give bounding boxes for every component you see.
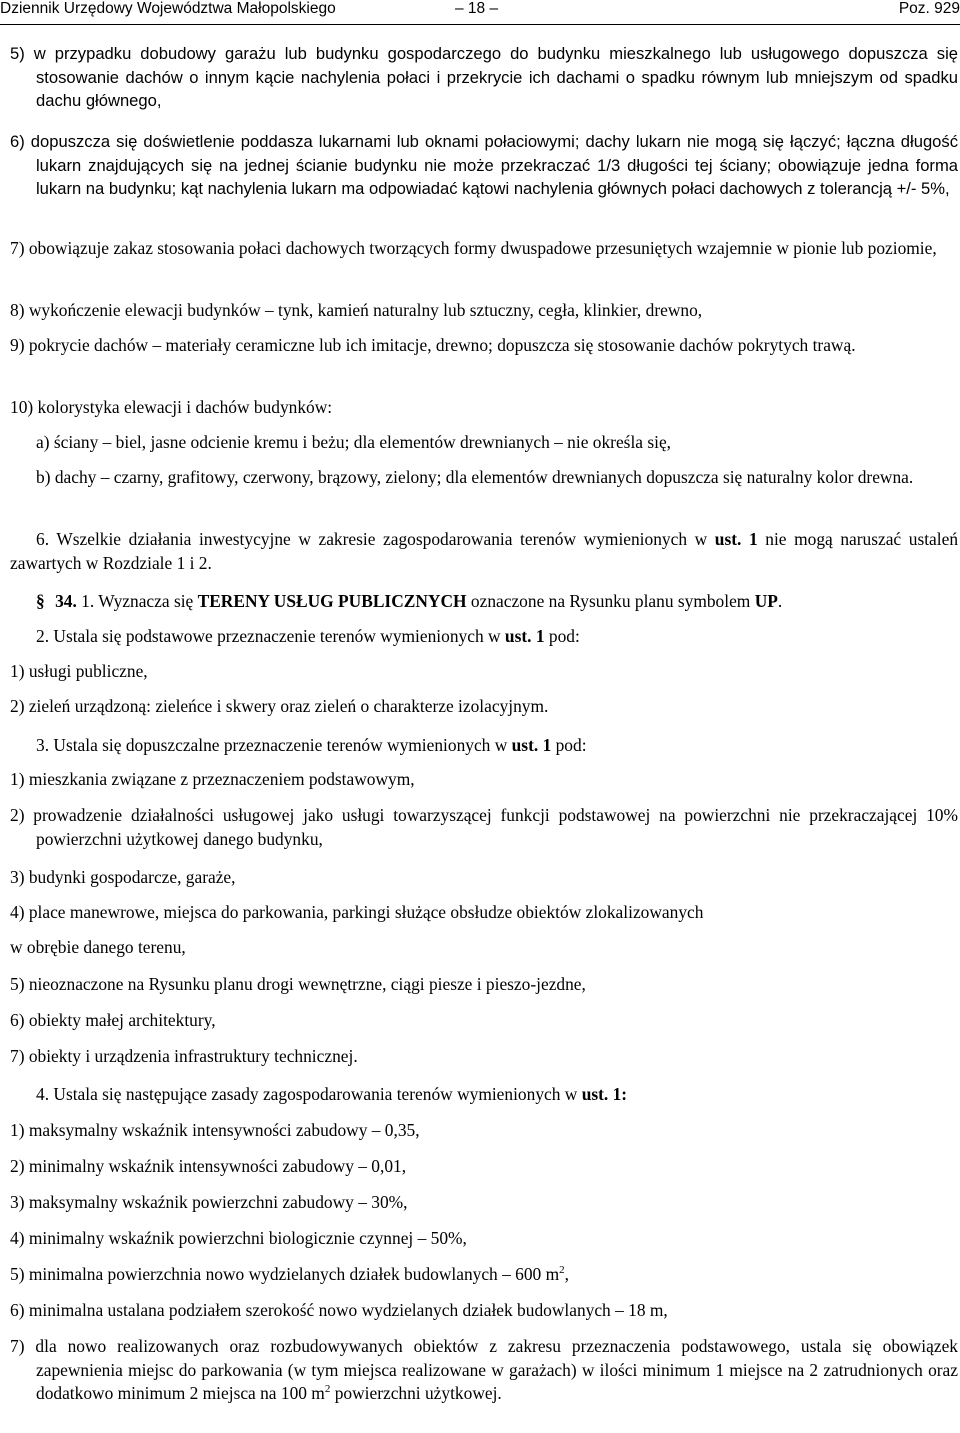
item-10-b: b) dachy – czarny, grafitowy, czerwony, brązowy, zielony; dla elementów drewnianych dopuszcza się naturalny kolor drewna. [36,467,914,487]
section-4-item-7-end: powierzchni użytkowej. [330,1383,502,1403]
section-4-item-1: 1) maksymalny wskaźnik intensywności zabudowy – 0,35, [10,1120,420,1140]
section-3-item-4: 4) place manewrowe, miejsca do parkowania, parkingi służące obsłudze obiektów zlokalizowanych [10,902,704,922]
item-9: 9) pokrycie dachów – materiały ceramiczne lub ich imitacje, drewno; dopuszcza się stosowanie dachów pokrytych trawą. [10,335,856,355]
section-4-item-5-end: , [564,1264,569,1284]
page-header [0,0,960,25]
section-2-item-2: 2) zieleń urządzoną: zieleńce i skwery oraz zieleń o charakterze izolacyjnym. [10,696,549,716]
section-3-item-7: 7) obiekty i urządzenia infrastruktury technicznej. [10,1046,358,1066]
page-number: – 18 – [455,0,499,17]
section-6-ust: ust. 1 [714,529,758,549]
paragraph-34-title: TERENY USŁUG PUBLICZNYCH [197,591,467,611]
section-6-text-a: 6. Wszelkie działania inwestycyjne w zakresie zagospodarowania terenów wymienionych w [36,529,715,549]
section-4-ust: ust. 1: [581,1084,628,1104]
section-2-text-b: pod: [544,626,580,646]
section-3-text-b: pod: [551,735,587,755]
section-4-text-a: 4. Ustala się następujące zasady zagospodarowania terenów wymienionych w [36,1084,582,1104]
paragraph-34-number: 34. [55,591,77,611]
section-2-text-a: 2. Ustala się podstawowe przeznaczenie terenów wymienionych w [36,626,505,646]
section-4-item-3: 3) maksymalny wskaźnik powierzchni zabudowy – 30%, [10,1192,408,1212]
paragraph-34-mid: oznaczone na Rysunku planu symbolem [466,591,755,611]
journal-title: Dziennik Urzędowy Województwa Małopolskiego [0,0,336,17]
position-number: Poz. 929 [898,0,960,17]
item-10-a: a) ściany – biel, jasne odcienie kremu i beżu; dla elementów drewnianych – nie określa się, [36,432,672,452]
section-3-item-4-cont: w obrębie danego terenu, [10,937,186,957]
item-10: 10) kolorystyka elewacji i dachów budynków: [10,397,333,417]
paragraph-34-intro: 1. Wyznacza się [76,591,198,611]
section-2 [36,625,580,649]
paragraph-34 [36,590,782,614]
section-3-item-3: 3) budynki gospodarcze, garaże, [10,867,236,887]
paragraph-34-marker: § [36,591,45,611]
item-5: 5) w przypadku dobudowy garażu lub budynku gospodarczego do budynku mieszkalnego lub usługowego dopuszcza się stosowanie dachów o innym kącie nachylenia połaci i przekrycie ich dachami o spadku równym lub mniejszym od spadku dachu głównego, [10,44,958,110]
section-4-item-7-sup: 2 [324,1383,331,1395]
section-3-item-2: 2) prowadzenie działalności usługowej jako usługi towarzyszącej funkcji podstawowej na powierzchni nie przekraczającej 10% powierzchni użytkowej danego budynku, [10,805,958,849]
section-4-item-5-sup: 2 [559,1264,565,1276]
item-7: 7) obowiązuje zakaz stosowania połaci dachowych tworzących formy dwuspadowe przesuniętych wzajemnie w pionie lub poziomie, [10,238,937,258]
section-4-item-2: 2) minimalny wskaźnik intensywności zabudowy – 0,01, [10,1156,407,1176]
section-3-item-6: 6) obiekty małej architektury, [10,1010,216,1030]
section-3-item-5: 5) nieoznaczone na Rysunku planu drogi wewnętrzne, ciągi piesze i pieszo-jezdne, [10,974,586,994]
section-4-item-5-text: 5) minimalna powierzchnia nowo wydzielanych działek budowlanych – 600 m [10,1264,560,1284]
section-4-item-7 [10,1335,958,1406]
item-6: 6) dopuszcza się doświetlenie poddasza lukarnami lub oknami połaciowymi; dachy lukarn nie mogą się łączyć; łączna długość lukarn znajdujących się na jednej ścianie budynku nie może przekraczać 1/3 długości tej ściany; obowiązuje jedna forma lukarn na budynku; kąt nachylenia lukarn ma odpowiadać kątowi nachylenia głównych połaci dachowych z tolerancją +/- 5%, [10,132,958,198]
item-8: 8) wykończenie elewacji budynków – tynk, kamień naturalny lub sztuczny, cegła, klinkier, drewno, [10,300,703,320]
section-4-item-4: 4) minimalny wskaźnik powierzchni biologicznie czynnej – 50%, [10,1228,467,1248]
section-2-ust: ust. 1 [504,626,545,646]
section-2-item-1: 1) usługi publiczne, [10,661,148,681]
section-6 [10,528,958,575]
section-4 [36,1083,627,1107]
section-3 [36,734,587,758]
paragraph-34-symbol: UP [754,591,778,611]
section-4-item-6: 6) minimalna ustalana podziałem szerokość nowo wydzielanych działek budowlanych – 18 m, [10,1300,668,1320]
section-6-text-b: nie mogą naruszać ustaleń zawartych w Rozdziale 1 i 2. [10,529,959,573]
section-3-text-a: 3. Ustala się dopuszczalne przeznaczenie terenów wymienionych w [36,735,512,755]
section-3-item-1: 1) mieszkania związane z przeznaczeniem podstawowym, [10,769,415,789]
paragraph-34-end: . [777,591,783,611]
section-3-ust: ust. 1 [511,735,552,755]
section-4-item-5 [10,1263,569,1287]
section-4-item-7-text: 7) dla nowo realizowanych oraz rozbudowywanych obiektów z zakresu przeznaczenia podstawowego, ustala się obowiązek zapewnienia miejsc do parkowania (w tym miejsca realizowane w garażach) w ilości minimum 1 miejsce na 2 zatrudnionych oraz dodatkowo minimum 2 miejsca na 100 m [10,1336,958,1403]
